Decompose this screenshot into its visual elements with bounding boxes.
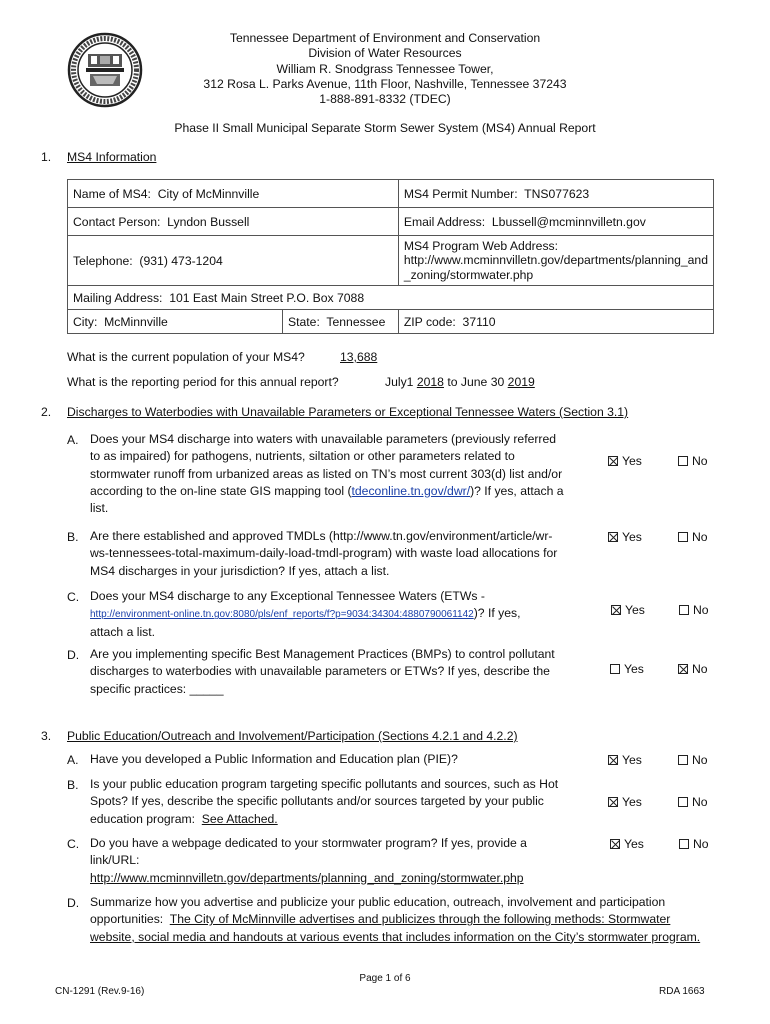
mailing-address-label: Mailing Address:	[73, 290, 163, 305]
population-question: What is the current population of your MS4?	[67, 350, 305, 364]
question-3b-no-option[interactable]	[678, 795, 708, 809]
yes-label: Yes	[624, 662, 644, 676]
question-2b-text	[90, 528, 600, 580]
question-2a-yes-option[interactable]	[608, 454, 642, 468]
question-2a-line	[90, 483, 600, 500]
checkbox-checked-icon[interactable]	[608, 755, 618, 765]
contact-person-value: Lyndon Bussell	[167, 214, 250, 229]
question-2b-yes-option[interactable]	[608, 530, 642, 544]
question-2a-no-option[interactable]	[678, 454, 708, 468]
question-3d-text	[90, 894, 730, 946]
question-3a-yes-option[interactable]	[608, 753, 642, 767]
advertising-methods-answer-continued[interactable]: website, social media and handouts at various events that includes information on the City’s stormwater program.	[90, 929, 701, 944]
checkbox-checked-icon[interactable]	[608, 532, 618, 542]
no-label: No	[692, 454, 708, 468]
question-2a-line: stormwater runoff from urbanized areas as listed on TN’s most current 303(d) list and/or	[90, 466, 563, 481]
question-3c-text	[90, 835, 610, 887]
report-title: Phase II Small Municipal Separate Storm Sewer System (MS4) Annual Report	[174, 121, 596, 135]
question-2c-line: Does your MS4 discharge to any Exceptional Tennessee Waters (ETWs -	[90, 589, 485, 603]
question-3a-letter: A.	[67, 753, 79, 767]
yes-label: Yes	[622, 454, 642, 468]
question-3b-yes-option[interactable]	[608, 795, 642, 809]
question-2a-letter: A.	[67, 433, 79, 447]
yes-label: Yes	[622, 795, 642, 809]
ms4-name-label: Name of MS4:	[73, 186, 151, 201]
rda-number: RDA 1663	[659, 986, 705, 997]
state-value: Tennessee	[326, 314, 386, 329]
question-2c-no-option[interactable]	[679, 603, 709, 617]
question-3c-yes-option[interactable]	[610, 837, 644, 851]
question-2d-line	[90, 681, 600, 698]
checkbox-checked-icon[interactable]	[678, 664, 688, 674]
yes-label: Yes	[622, 530, 642, 544]
zip-code-label: ZIP code:	[403, 314, 456, 329]
checkbox-checked-icon[interactable]	[611, 605, 621, 615]
checkbox-checked-icon[interactable]	[608, 456, 618, 466]
etw-report-link[interactable]: http://environment-online.tn.gov:8080/pls/enf_reports/f?p=9034:34304:4880790061142	[90, 609, 474, 621]
email-address-label: Email Address:	[403, 214, 486, 229]
question-2d-text-part: specific practices:	[90, 681, 187, 696]
question-3c-letter: C.	[67, 837, 80, 851]
reporting-period-july: July1	[385, 375, 414, 389]
question-3c-line: link/URL:	[90, 853, 140, 868]
question-3a-line: Have you developed a Public Information and Education plan (PIE)?	[90, 752, 458, 766]
building-name: William R. Snodgrass Tennessee Tower,	[276, 61, 494, 76]
question-3a-no-option[interactable]	[678, 753, 708, 767]
mailing-address-cell[interactable]	[68, 286, 714, 310]
city-value: McMinnville	[104, 314, 168, 329]
permit-number-cell[interactable]	[398, 180, 713, 208]
question-3b-line: Is your public education program targeting specific pollutants and sources, such as Hot	[90, 777, 559, 791]
question-3d-text-part: opportunities:	[90, 912, 164, 927]
question-2b-line: MS4 discharges in your jurisdiction? If yes, attach a list.	[90, 563, 390, 578]
ms4-name-cell[interactable]	[68, 180, 399, 208]
question-3a-text	[90, 751, 600, 768]
email-address-value: Lbussell@mcminnvilletn.gov	[491, 214, 646, 229]
zip-code-cell[interactable]	[398, 310, 713, 334]
state-label: State:	[288, 314, 320, 329]
question-3c-line: Do you have a webpage dedicated to your stormwater program? If yes, provide a	[90, 836, 527, 850]
yes-label: Yes	[622, 753, 642, 767]
city-label: City:	[73, 314, 98, 329]
question-3c-no-option[interactable]	[679, 837, 709, 851]
telephone-value: (931) 473-1204	[139, 253, 223, 268]
web-address-line-2: _zoning/stormwater.php	[403, 267, 534, 282]
web-address-label: MS4 Program Web Address:	[403, 238, 559, 253]
question-3b-text-part: education program:	[90, 811, 196, 826]
agency-header	[130, 31, 640, 107]
permit-number-value: TNS077623	[524, 186, 590, 201]
advertising-methods-answer[interactable]: The City of McMinnville advertises and publicizes through the following methods: Stormwater	[169, 912, 671, 927]
question-2d-letter: D.	[67, 648, 80, 662]
question-2b-line: ws-tennessees-total-maximum-daily-load-tmdl-program) with waste load allocations for	[90, 546, 558, 561]
question-2b-letter: B.	[67, 530, 79, 544]
question-3b-text	[90, 776, 600, 828]
street-address: 312 Rosa L. Parks Avenue, 11th Floor, Nashville, Tennessee 37243	[203, 76, 567, 91]
question-2a-line: list.	[90, 501, 109, 516]
web-address-line-1: http://www.mcminnvilletn.gov/departments/planning_and	[403, 253, 708, 268]
checkbox-empty-icon[interactable]	[678, 456, 688, 466]
question-2a-text-part: according to the on-line state GIS mapping tool (	[90, 483, 352, 498]
no-label: No	[692, 795, 708, 809]
state-cell[interactable]	[283, 310, 399, 334]
question-2c-line: attach a list.	[90, 624, 156, 639]
checkbox-empty-icon[interactable]	[679, 605, 689, 615]
stormwater-webpage-url[interactable]: http://www.mcminnvilletn.gov/departments/planning_and_zoning/stormwater.php	[90, 870, 524, 885]
specific-practices-blank[interactable]: _____	[189, 681, 224, 696]
section-2-number: 2.	[41, 405, 52, 419]
mailing-address-value: 101 East Main Street P.O. Box 7088	[169, 290, 365, 305]
section-3-title: Public Education/Outreach and Involvement/Participation (Sections 4.2.1 and 4.2.2)	[67, 729, 518, 743]
question-2d-text	[90, 646, 600, 698]
reporting-period-start-year[interactable]: 2018	[416, 375, 444, 389]
no-label: No	[693, 603, 709, 617]
page-number: Page 1 of 6	[359, 973, 411, 984]
phone-number: 1-888-891-8332 (TDEC)	[319, 92, 451, 107]
section-1-title: MS4 Information	[67, 150, 157, 164]
permit-number-label: MS4 Permit Number:	[403, 186, 518, 201]
gis-mapping-tool-link[interactable]: tdeconline.tn.gov/dwr/	[351, 483, 471, 498]
checkbox-empty-icon[interactable]	[610, 664, 620, 674]
city-cell[interactable]	[68, 310, 283, 334]
question-3d-letter: D.	[67, 896, 80, 910]
no-label: No	[692, 530, 708, 544]
question-3b-line: Spots? If yes, describe the specific pollutants and/or sources targeted by your public	[90, 794, 544, 809]
question-3b-line	[90, 811, 600, 828]
yes-label: Yes	[624, 837, 644, 851]
ms4-name-value: City of McMinnville	[157, 186, 260, 201]
question-3d-line	[90, 911, 730, 928]
question-2c-text	[90, 588, 600, 641]
question-2d-no-option[interactable]	[678, 662, 708, 676]
agency-name: Tennessee Department of Environment and Conservation	[229, 31, 541, 45]
yes-label: Yes	[625, 603, 645, 617]
question-2c-line	[90, 605, 600, 623]
ms4-info-table	[67, 179, 714, 334]
checkbox-checked-icon[interactable]	[610, 839, 620, 849]
no-label: No	[692, 662, 708, 676]
zip-code-value: 37110	[462, 314, 496, 329]
question-2a-line: Does your MS4 discharge into waters with unavailable parameters (previously referred	[90, 432, 557, 446]
question-2d-yes-option[interactable]	[610, 662, 644, 676]
reporting-period-answer	[385, 375, 535, 389]
question-2c-letter: C.	[67, 590, 80, 604]
question-2c-yes-option[interactable]	[611, 603, 645, 617]
contact-person-cell[interactable]	[68, 208, 399, 236]
question-2b-no-option[interactable]	[678, 530, 708, 544]
web-address-cell[interactable]	[398, 236, 713, 286]
checkbox-empty-icon[interactable]	[679, 839, 689, 849]
contact-person-label: Contact Person:	[73, 214, 161, 229]
question-2d-line: Are you implementing specific Best Management Practices (BMPs) to control pollutant	[90, 647, 555, 661]
division-name: Division of Water Resources	[308, 46, 462, 61]
question-2b-line: Are there established and approved TMDLs (http://www.tn.gov/environment/article/wr-	[90, 529, 553, 543]
no-label: No	[692, 753, 708, 767]
section-2-title: Discharges to Waterbodies with Unavailable Parameters or Exceptional Tennessee Waters (Section 3.1)	[67, 405, 629, 419]
telephone-label: Telephone:	[73, 253, 133, 268]
question-2c-text-part: )? If yes,	[473, 606, 521, 621]
reporting-period-end-year[interactable]: 2019	[507, 375, 535, 389]
question-2a-text	[90, 431, 600, 517]
question-2d-line: discharges to waterbodies with unavailable parameters or ETWs? If yes, describe the	[90, 664, 550, 679]
see-attached-answer[interactable]: See Attached.	[201, 811, 278, 826]
reporting-period-question: What is the reporting period for this annual report?	[67, 375, 339, 389]
checkbox-empty-icon[interactable]	[678, 532, 688, 542]
population-value[interactable]: 13,688	[340, 350, 378, 364]
section-3-number: 3.	[41, 729, 52, 743]
question-2a-line: to as impaired) for pathogens, nutrients, siltation or other parameters related to	[90, 449, 515, 464]
no-label: No	[693, 837, 709, 851]
checkbox-empty-icon[interactable]	[678, 797, 688, 807]
section-1-number: 1.	[41, 150, 52, 164]
checkbox-checked-icon[interactable]	[608, 797, 618, 807]
checkbox-empty-icon[interactable]	[678, 755, 688, 765]
question-3d-line: Summarize how you advertise and publicize your public education, outreach, involvement and participation	[90, 895, 666, 909]
form-number: CN-1291 (Rev.9-16)	[55, 986, 145, 997]
question-3b-letter: B.	[67, 778, 79, 792]
reporting-period-to: to June 30	[447, 375, 505, 389]
email-address-cell[interactable]	[398, 208, 713, 236]
question-2a-text-part: )? If yes, attach a	[470, 483, 564, 498]
telephone-cell[interactable]	[68, 236, 399, 286]
